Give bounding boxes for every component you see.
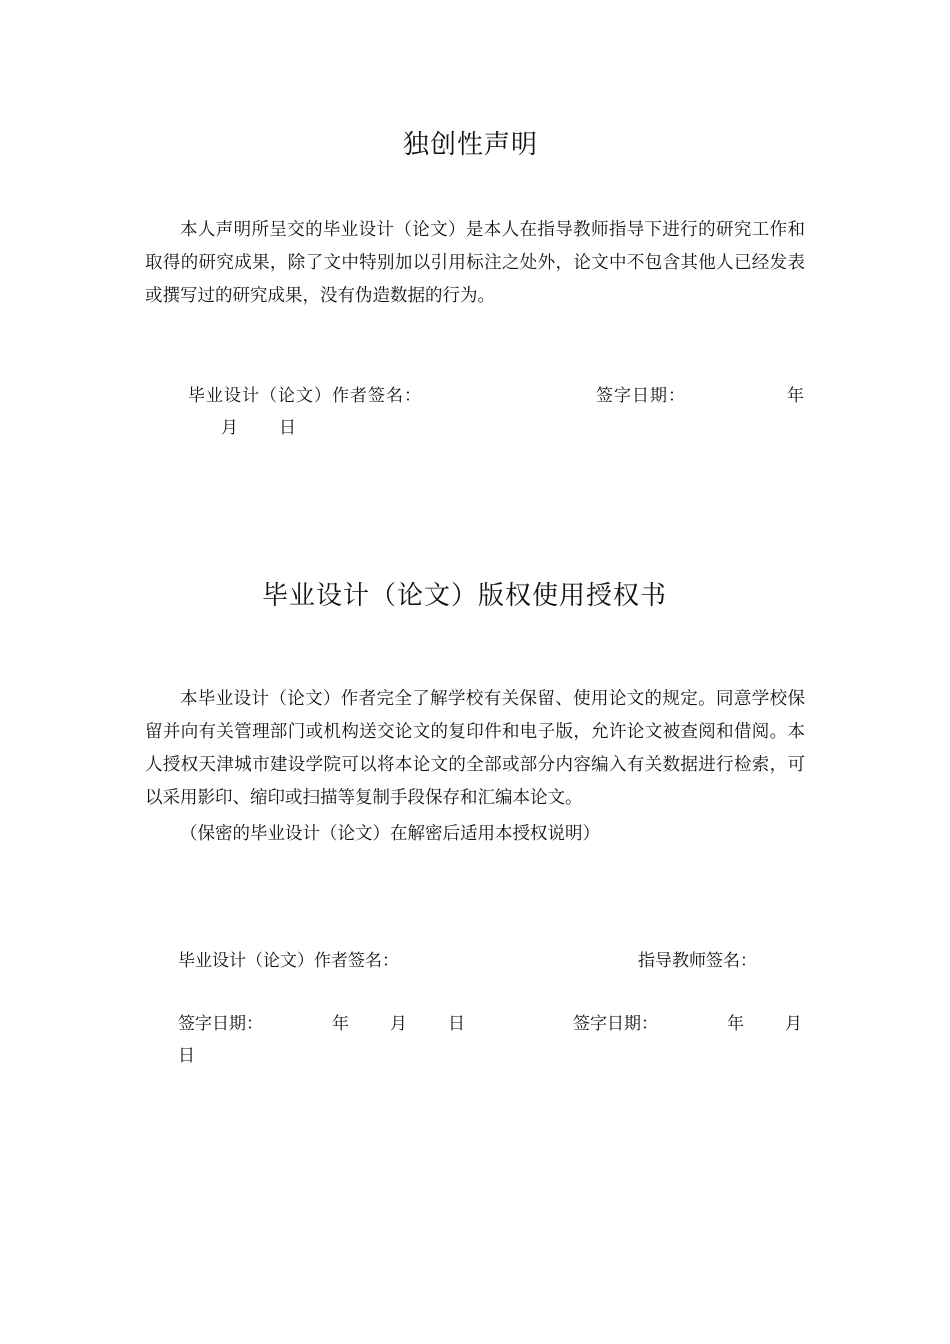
authorization-author-date-label: 签字日期： (178, 1014, 263, 1034)
originality-body: 本人声明所呈交的毕业设计（论文）是本人在指导教师指导下进行的研究工作和取得的研究成果，除了文中特别加以引用标注之处外，论文中不包含其他人已经发表或撰写过的研究成果，没有伪造数据的行为。 (145, 220, 805, 306)
originality-date-year: 年 (787, 386, 805, 406)
originality-date-label: 签字日期： (596, 386, 686, 406)
authorization-title: 毕业设计（论文）版权使用授权书 (262, 581, 668, 611)
originality-title: 独创性声明 (403, 130, 539, 160)
authorization-author-date-year: 年 (332, 1014, 349, 1034)
authorization-note: （保密的毕业设计（论文）在解密后适用本授权说明） (180, 824, 600, 844)
authorization-advisor-date-month: 月 (785, 1014, 802, 1034)
authorization-advisor-date-day: 日 (178, 1046, 195, 1066)
originality-date-month: 月 (221, 418, 239, 438)
originality-date-day: 日 (279, 418, 297, 438)
authorization-advisor-signature-label: 指导教师签名： (638, 951, 757, 971)
originality-author-signature-label: 毕业设计（论文）作者签名： (188, 386, 422, 406)
authorization-author-date-month: 月 (390, 1014, 407, 1034)
authorization-advisor-date-year: 年 (727, 1014, 744, 1034)
authorization-author-date-day: 日 (448, 1014, 465, 1034)
authorization-author-signature-label: 毕业设计（论文）作者签名： (178, 951, 399, 971)
authorization-advisor-date-label: 签字日期： (573, 1014, 658, 1034)
authorization-body: 本毕业设计（论文）作者完全了解学校有关保留、使用论文的规定。同意学校保留并向有关管理部门或机构送交论文的复印件和电子版，允许论文被查阅和借阅。本人授权天津城市建设学院可以将本论文的全部或部分内容编入有关数据进行检索，可以采用影印、缩印或扫描等复制手段保存和汇编本论文。 (145, 689, 805, 808)
